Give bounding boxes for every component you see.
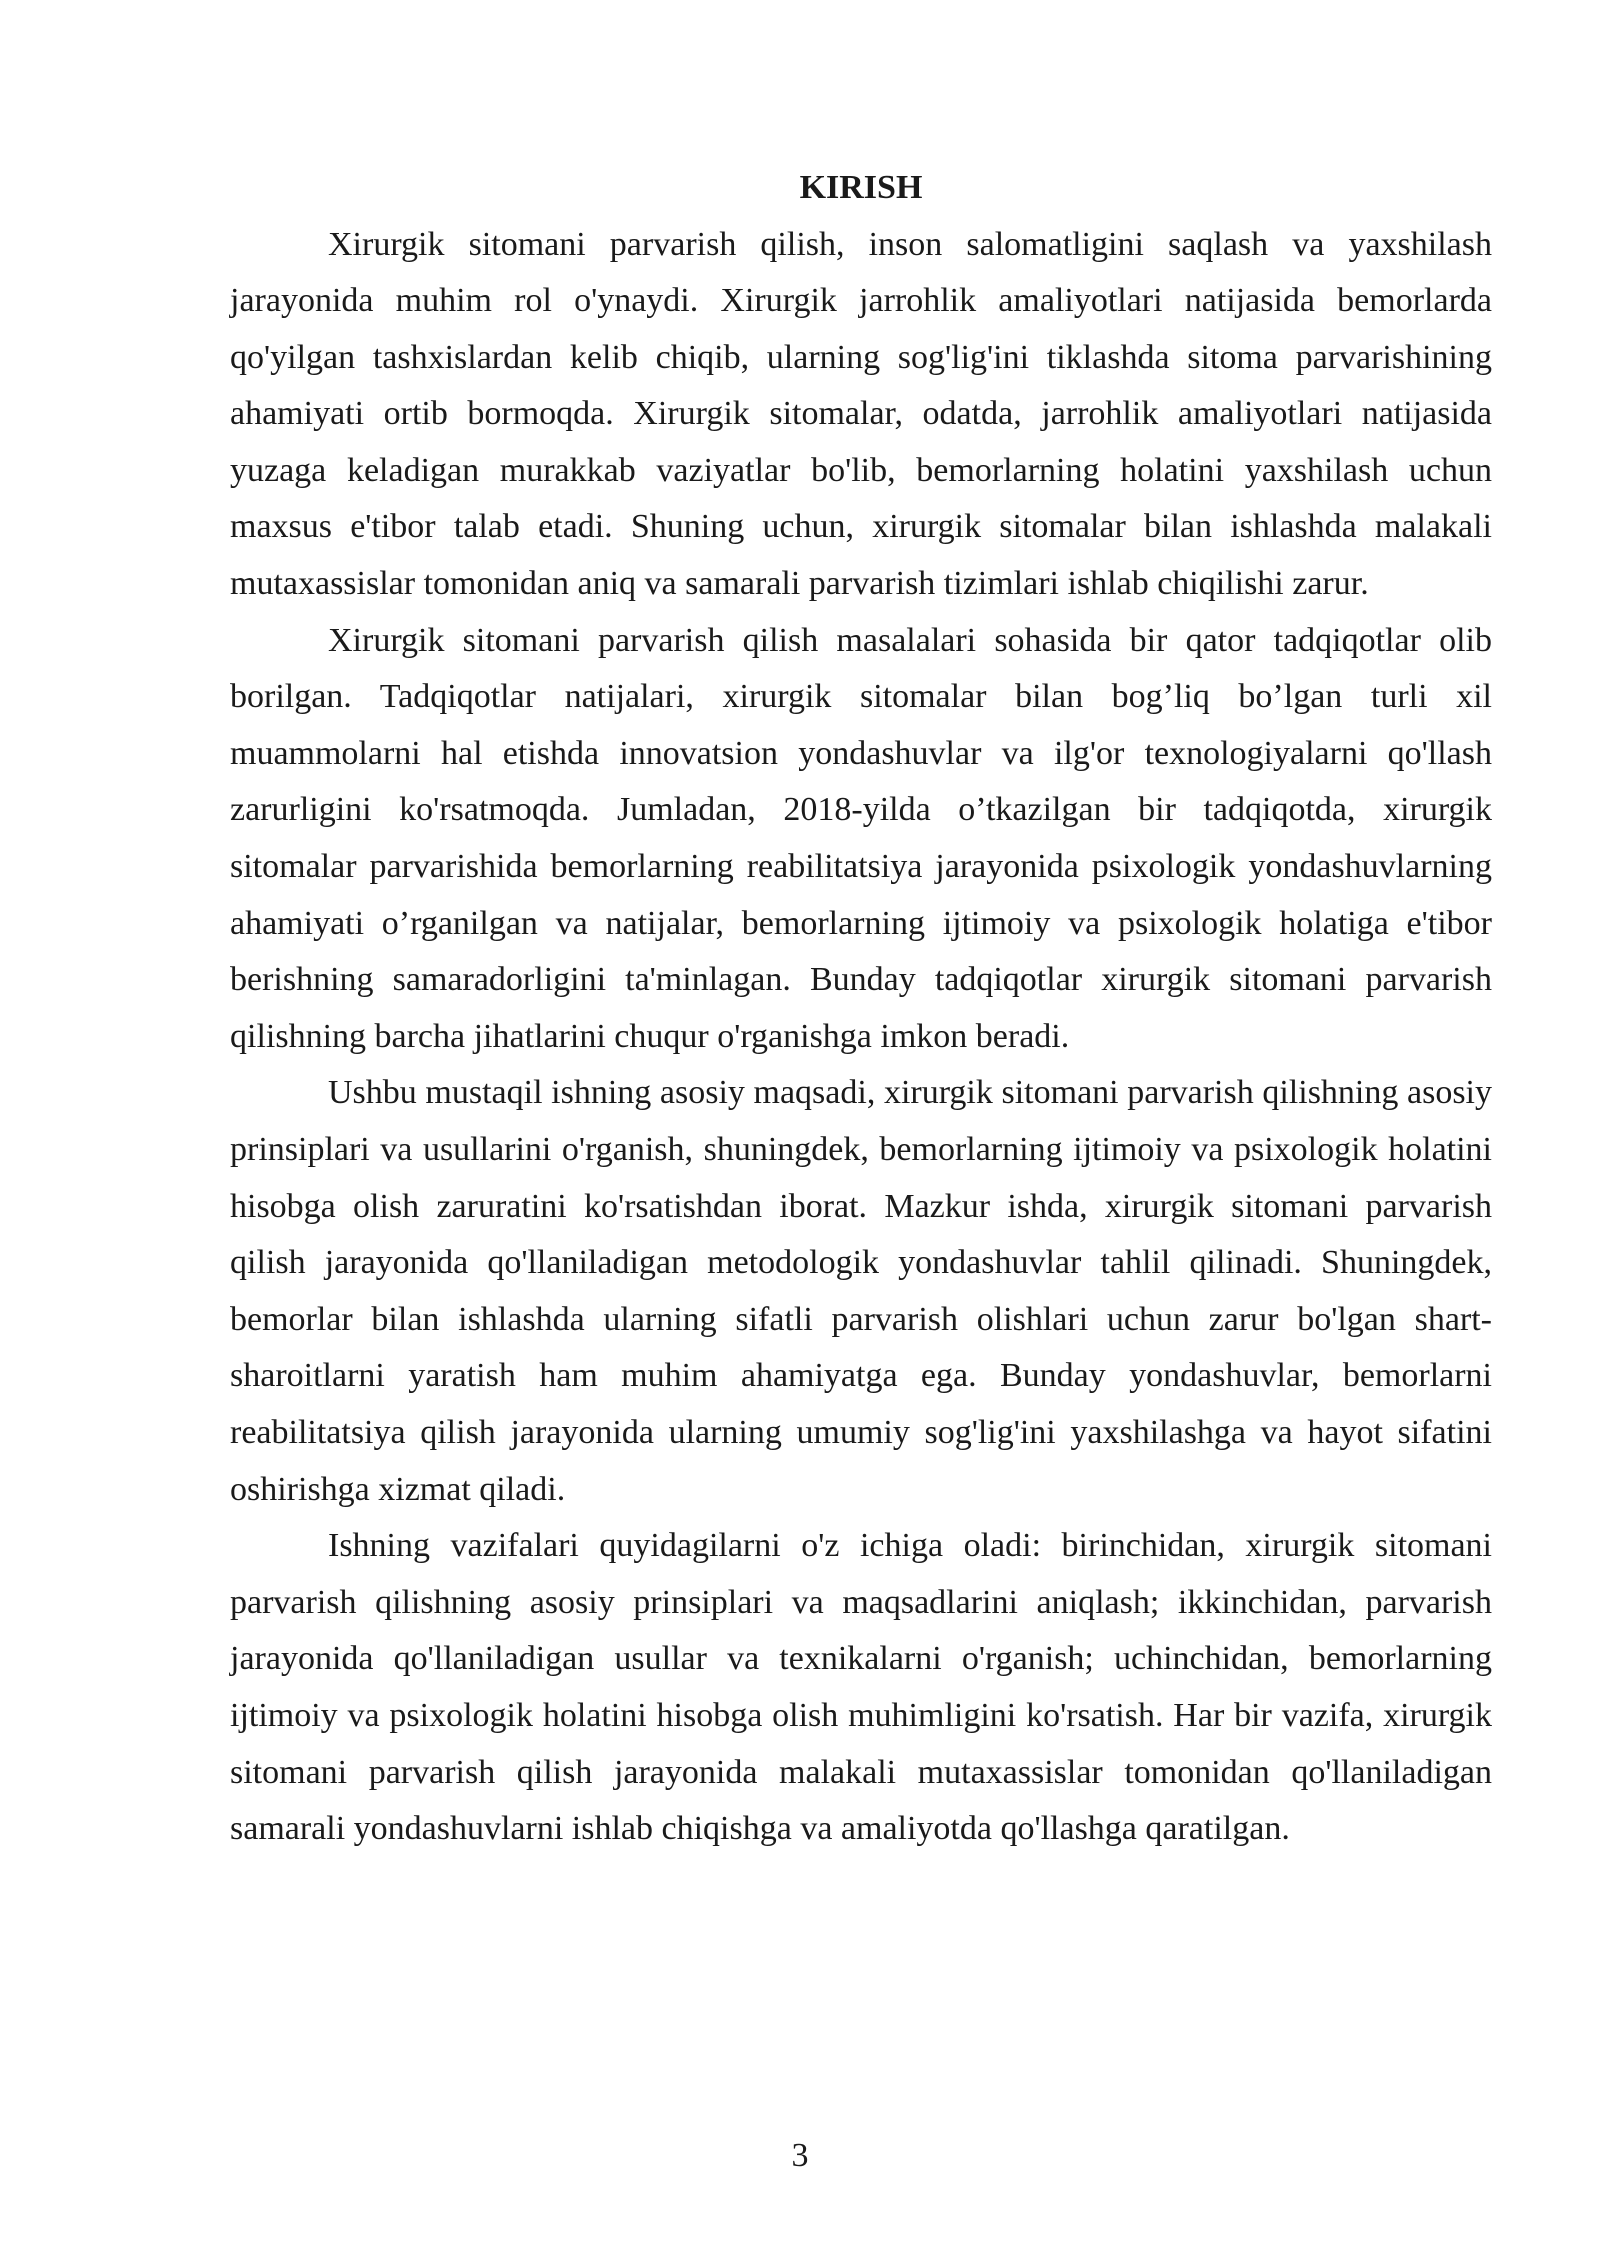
- paragraph-1: Xirurgik sitomani parvarish qilish, inson salomatligini saqlash va yaxshilash jarayonida muhim rol o'ynaydi. Xirurgik jarrohlik amaliyotlari natijasida bemorlarda qo'yilgan tashxislardan kelib chiqib, ularning sog'lig'ini tiklashda sitoma parvarishining ahamiyati ortib bormoqda. Xirurgik sitomalar, odatda, jarrohlik amaliyotlari natijasida yuzaga keladigan murakkab vaziyatlar bo'lib, bemorlarning holatini yaxshilash uchun maxsus e'tibor talab etadi. Shuning uchun, xirurgik sitomalar bilan ishlashda malakali mutaxassislar tomonidan aniq va samarali parvarish tizimlari ishlab chiqilishi zarur.: [230, 225, 1492, 603]
- paragraph-3: Ushbu mustaqil ishning asosiy maqsadi, xirurgik sitomani parvarish qilishning asosiy prinsiplari va usullarini o'rganish, shuningdek, bemorlarning ijtimoiy va psixologik holatini hisobga olish zaruratini ko'rsatishdan iborat. Mazkur ishda, xirurgik sitomani parvarish qilish jarayonida qo'llaniladigan metodologik yondashuvlar tahlil qilinadi. Shuningdek, bemorlar bilan ishlashda ularning sifatli parvarish olishlari uchun zarur bo'lgan shart-sharoitlarni yaratish ham muhim ahamiyatga ega. Bunday yondashuvlar, bemorlarni reabilitatsiya qilish jarayonida ularning umumiy sog'lig'ini yaxshilashga va hayot sifatini oshirishga xizmat qiladi.: [230, 1074, 1492, 1508]
- paragraph-2: Xirurgik sitomani parvarish qilish masalalari sohasida bir qator tadqiqotlar olib borilgan. Tadqiqotlar natijalari, xirurgik sitomalar bilan bog’liq bo’lgan turli xil muammolarni hal etishda innovatsion yondashuvlar va ilg'or texnologiyalarni qo'llash zarurligini ko'rsatmoqda. Jumladan, 2018-yilda o’tkazilgan bir tadqiqotda, xirurgik sitomalar parvarishida bemorlarning reabilitatsiya jarayonida psixologik yondashuvlarning ahamiyati o’rganilgan va natijalar, bemorlarning ijtimoiy va psixologik holatiga e'tibor berishning samaradorligini ta'minlagan. Bunday tadqiqotlar xirurgik sitomani parvarish qilishning barcha jihatlarini chuqur o'rganishga imkon beradi.: [230, 621, 1492, 1055]
- page-number: 3: [791, 2137, 809, 2174]
- section-title: KIRISH: [799, 169, 923, 206]
- paragraph-4: Ishning vazifalari quyidagilarni o'z ichiga oladi: birinchidan, xirurgik sitomani parvarish qilishning asosiy prinsiplari va maqsadlarini aniqlash; ikkinchidan, parvarish jarayonida qo'llaniladigan usullar va texnikalarni o'rganish; uchinchidan, bemorlarning ijtimoiy va psixologik holatini hisobga olish muhimligini ko'rsatish. Har bir vazifa, xirurgik sitomani parvarish qilish jarayonida malakali mutaxassislar tomonidan qo'llaniladigan samarali yondashuvlarni ishlab chiqishga va amaliyotda qo'llashga qaratilgan.: [230, 1527, 1492, 1848]
- document-body: [230, 160, 1492, 1858]
